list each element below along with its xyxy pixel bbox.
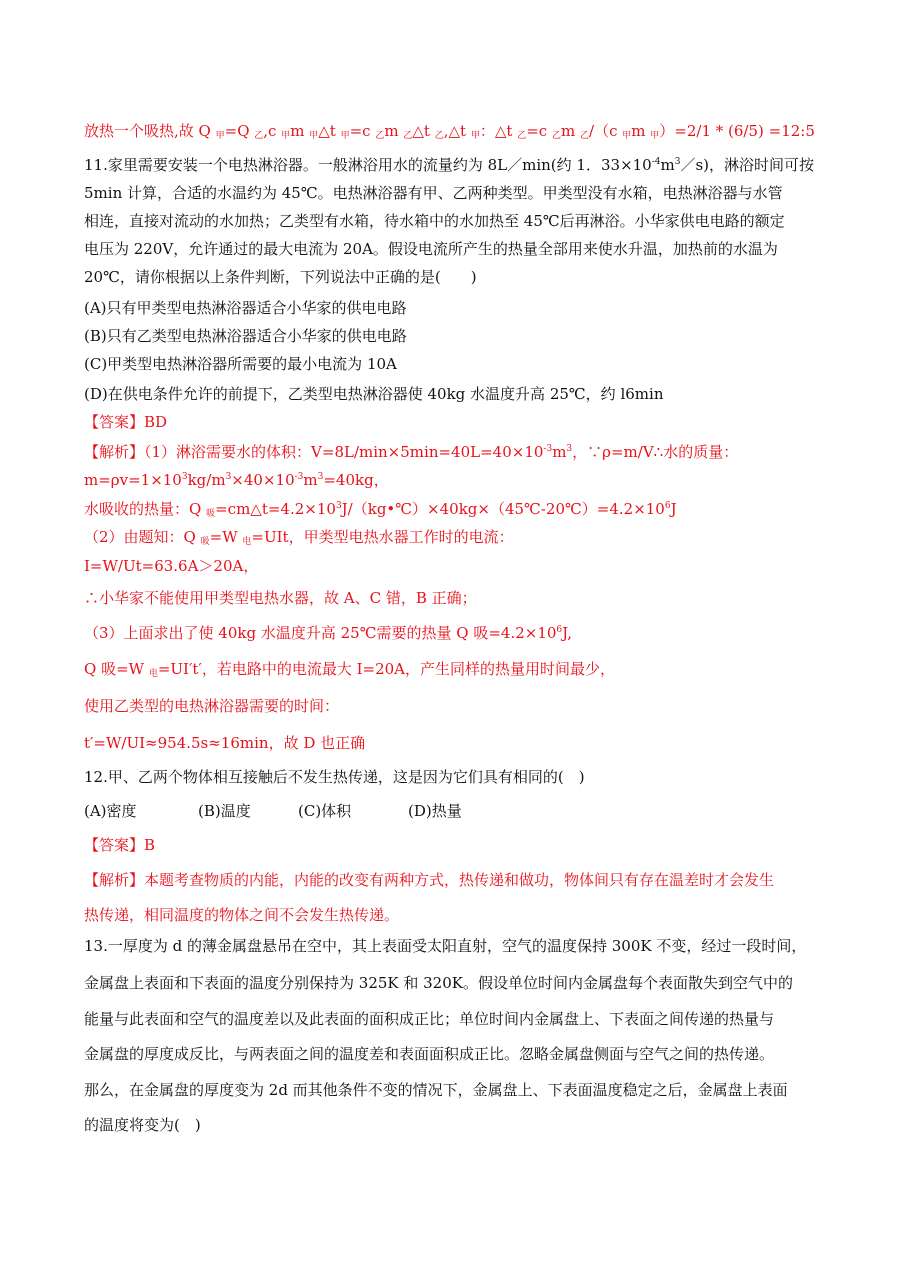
subscript: 乙 <box>403 131 413 141</box>
text-run: m <box>561 122 580 140</box>
text-run: =40kg， <box>323 471 389 489</box>
previous-answer-fragment <box>84 121 815 141</box>
q11-stem-line-4: 电压为 220V，允许通过的最大电流为 20A。假设电流所产生的热量全部用来使水升温，加热前的水温为 <box>84 240 778 258</box>
text-run: Q 吸=W <box>84 660 149 678</box>
text-run: 水吸收的热量：Q <box>84 500 207 518</box>
subscript: 乙 <box>375 131 385 141</box>
text-run: （3）上面求出了使 40kg 水温度升高 25℃需要的热量 Q 吸=4.2×10 <box>84 624 557 642</box>
text-run: （2）由题知：Q <box>84 528 201 546</box>
q13-stem-line-3: 能量与此表面和空气的温度差以及此表面的面积成正比；单位时间内金属盘上、下表面之间传递的热量与 <box>84 1010 775 1028</box>
text-run: J <box>670 500 677 518</box>
subscript: 吸 <box>206 509 216 519</box>
text-run: m=ρv=1×10 <box>84 471 182 489</box>
text-run: ,c <box>263 122 282 140</box>
subscript: 乙 <box>434 131 444 141</box>
text-run: ，∵ρ=m/V∴水的质量： <box>572 443 739 461</box>
q11-analysis-line-9: 使用乙类型的电热淋浴器需要的时间： <box>84 697 340 715</box>
q11-analysis-line-8 <box>84 659 615 679</box>
text-run: m <box>552 443 567 461</box>
superscript: 3 <box>225 472 232 482</box>
q11-option-a: (A)只有甲类型电热淋浴器适合小华家的供电电路 <box>84 299 407 317</box>
q13-stem-line-5: 那么，在金属盘的厚度变为 2d 而其他条件不变的情况下，金属盘上、下表面温度稳定之后，金属盘上表面 <box>84 1081 788 1099</box>
q11-option-d: (D)在供电条件允许的前提下，乙类型电热淋浴器使 40kg 水温度升高 25℃，约 l6min <box>84 385 664 403</box>
text-run: =UI′t′，若电路中的电流最大 I=20A，产生同样的热量用时间最少， <box>157 660 616 678</box>
q12-option-d: (D)热量 <box>408 802 462 820</box>
subscript: 吸 <box>200 537 210 547</box>
q12-option-a: (A)密度 <box>84 802 137 820</box>
subscript: 甲 <box>215 131 225 141</box>
text-run: m <box>303 471 318 489</box>
q11-option-c: (C)甲类型电热淋浴器所需要的最小电流为 10A <box>84 355 397 373</box>
q11-analysis-line-1 <box>84 442 738 462</box>
q12-analysis-line-2: 热传递，相同温度的物体之间不会发生热传递。 <box>84 906 400 924</box>
superscript: -4 <box>651 157 661 167</box>
text-run: ：△t <box>479 122 518 140</box>
text-run: =UIt，甲类型电热水器工作时的电流： <box>251 528 514 546</box>
text-run: =Q <box>224 122 255 140</box>
subscript: 甲 <box>650 131 660 141</box>
text-run: =c <box>526 122 552 140</box>
subscript: 电 <box>242 537 252 547</box>
text-run: △t <box>318 122 341 140</box>
superscript: 3 <box>317 472 324 482</box>
q11-answer: 【答案】BD <box>84 413 168 431</box>
q11-analysis-line-4 <box>84 527 514 547</box>
text-run: 11.家里需要安装一个电热淋浴器。一般淋浴用水的流量约为 8L／min(约 1．33×10 <box>84 156 652 174</box>
subscript: 乙 <box>580 131 590 141</box>
text-run: J, <box>562 624 573 642</box>
q11-stem-line-1 <box>84 155 814 175</box>
q12-answer: 【答案】B <box>84 836 156 854</box>
subscript: 甲 <box>340 131 350 141</box>
subscript: 甲 <box>470 131 480 141</box>
text-run: m <box>384 122 404 140</box>
text-run: ,△t <box>443 122 471 140</box>
q11-analysis-line-10: t′=W/UI≈954.5s≈16min，故 D 也正确 <box>84 734 366 752</box>
text-run: m <box>290 122 310 140</box>
q13-stem-line-4: 金属盘的厚度成反比，与两表面之间的温度差和表面面积成正比。忽略金属盘侧面与空气之间的热传递。 <box>84 1045 775 1063</box>
subscript: 甲 <box>281 131 291 141</box>
text-run: =cm△t=4.2×10 <box>215 500 336 518</box>
subscript: 电 <box>148 669 158 679</box>
superscript: 3 <box>674 157 681 167</box>
text-run: =c <box>349 122 376 140</box>
superscript: 6 <box>556 625 563 635</box>
text-run: m <box>660 156 675 174</box>
subscript: 甲 <box>309 131 319 141</box>
text-run: △t <box>412 122 435 140</box>
text-run: J/（kg•℃）×40kg×（45℃-20℃）=4.2×10 <box>341 500 665 518</box>
q11-analysis-line-3 <box>84 499 677 519</box>
superscript: 3 <box>566 444 573 454</box>
q11-stem-line-3: 相连，直接对流动的水加热；乙类型有水箱，待水箱中的水加热至 45℃后再淋浴。小华家供电电路的额定 <box>84 212 785 230</box>
superscript: 3 <box>181 472 188 482</box>
text-run: kg/m <box>187 471 226 489</box>
subscript: 乙 <box>254 131 264 141</box>
q12-stem: 12.甲、乙两个物体相互接触后不发生热传递，这是因为它们具有相同的( ) <box>84 768 585 786</box>
q11-stem-line-5: 20℃，请你根据以上条件判断，下列说法中正确的是( ) <box>84 268 477 286</box>
text-run: m <box>631 122 651 140</box>
subscript: 乙 <box>551 131 561 141</box>
text-run: 【解析】（1）淋浴需要水的体积：V=8L/min×5min=40L=40×10 <box>84 443 544 461</box>
superscript: 3 <box>335 501 342 511</box>
q13-stem-line-2: 金属盘上表面和下表面的温度分别保持为 325K 和 320K。假设单位时间内金属盘每个表面散失到空气中的 <box>84 974 793 992</box>
q11-option-b: (B)只有乙类型电热淋浴器适合小华家的供电电路 <box>84 327 407 345</box>
text-run: 放热一个吸热,故 Q <box>84 122 216 140</box>
text-run: ／s)，淋浴时间可按 <box>680 156 815 174</box>
text-run: ×40×10 <box>231 471 295 489</box>
subscript: 乙 <box>517 131 527 141</box>
q11-analysis-line-2 <box>84 470 389 490</box>
q12-option-b: (B)温度 <box>198 802 251 820</box>
q11-analysis-line-7 <box>84 623 572 643</box>
q13-stem-line-6: 的温度将变为( ) <box>84 1116 201 1134</box>
q11-stem-line-2: 5min 计算，合适的水温约为 45℃。电热淋浴器有甲、乙两种类型。甲类型没有水箱，电热淋浴器与水管 <box>84 184 783 202</box>
superscript: 6 <box>664 501 671 511</box>
text-run: ）=2/1 * (6/5) =12:5 <box>659 122 815 140</box>
q12-analysis-line-1: 【解析】本题考查物质的内能，内能的改变有两种方式，热传递和做功，物体间只有存在温差时才会发生 <box>84 871 775 889</box>
subscript: 甲 <box>622 131 632 141</box>
q11-analysis-line-6: ∴小华家不能使用甲类型电热水器，故 A、C 错，B 正确； <box>84 589 477 607</box>
q12-option-c: (C)体积 <box>298 802 352 820</box>
q11-analysis-line-5: I=W/Ut=63.6A＞20A， <box>84 557 259 575</box>
superscript: -3 <box>294 472 304 482</box>
superscript: -3 <box>543 444 553 454</box>
q13-stem-line-1: 13.一厚度为 d 的薄金属盘悬吊在空中，其上表面受太阳直射，空气的温度保持 300K 不变，经过一段时间， <box>84 937 807 955</box>
text-run: /（c <box>589 122 623 140</box>
text-run: =W <box>209 528 243 546</box>
